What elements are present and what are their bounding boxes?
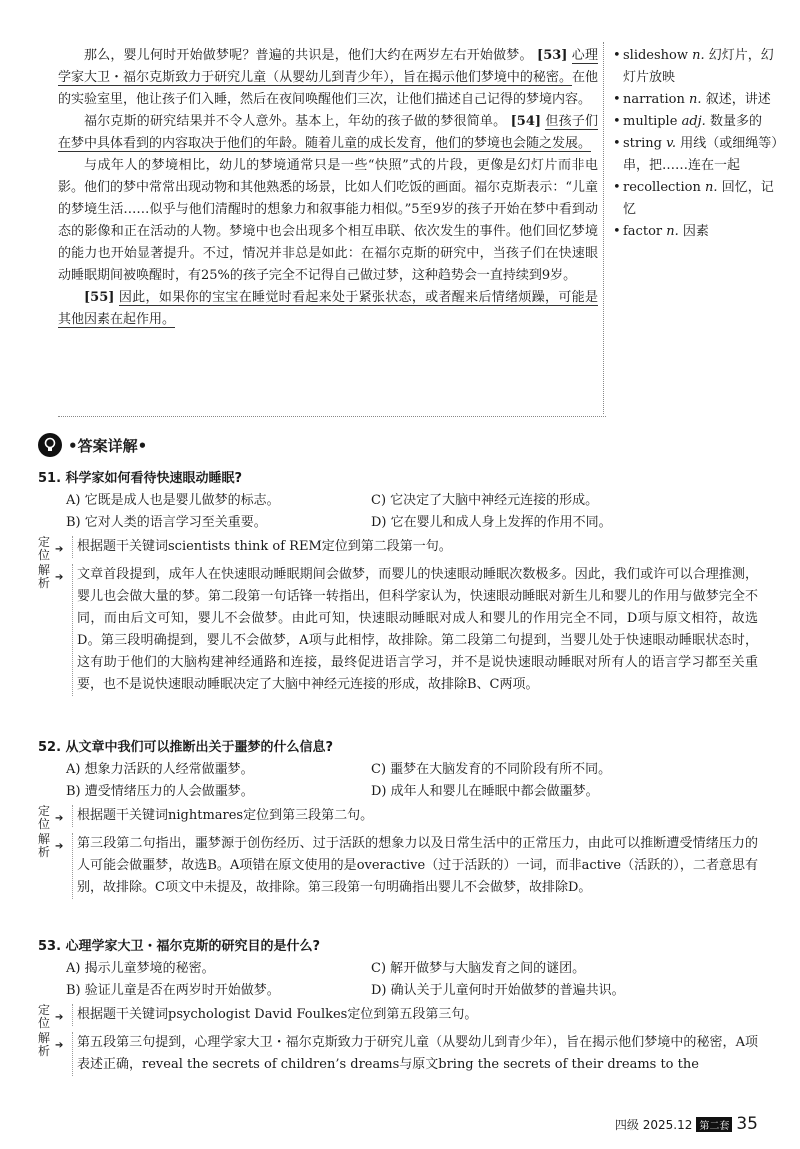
option-b: B) 验证儿童是否在两岁时开始做梦。 [66,983,280,998]
question-51 [38,468,758,696]
option-d: D) 它在婴儿和成人身上发挥的作用不同。 [371,515,612,530]
question-53 [38,936,758,1076]
vocab-word: string [623,136,662,151]
page-number: 35 [736,1114,758,1134]
vocab-item [613,177,785,221]
arrow-icon: ➔ [55,1012,64,1023]
vocab-word: recollection [623,180,701,195]
vocab-pos: adj. [681,114,706,129]
q55-marker: [55] [84,290,115,305]
vocab-meaning: 回忆，记忆 [623,180,774,217]
options [38,490,758,534]
q54-marker: [54] [510,114,542,129]
arrow-icon: ➔ [55,544,64,555]
vocab-meaning: 叙述，讲述 [705,92,771,107]
edition-badge: 第二套 [696,1117,732,1132]
reading-passage [58,45,598,331]
vocab-item [613,45,785,89]
option-b: B) 它对人类的语言学习至关重要。 [66,515,267,530]
explain-row [38,833,758,899]
vocab-pos: v. [666,136,677,151]
answers-header [38,432,147,458]
page-footer [615,1114,758,1134]
lightbulb-icon [38,433,62,457]
vocab-word: multiple [623,114,678,129]
q53-marker: [53] [537,48,568,63]
explain-text: 文章首段提到，成年人在快速眼动睡眠期间会做梦，而婴儿的快速眼动睡眠次数极多。因此，我们或许可以合理推测，婴儿也会做大量的梦。第二段第一句话锋一转指出，但科学家认为，快速眼动睡眠对新生儿和婴儿的作用与做梦完全不同，而由后文可知，婴儿不会做梦。由此可知，快速眼动睡眠对成人和婴儿的作用完全不同，D项与原文相符，故选D。第三段明确提到，婴儿不会做梦，A项与此相悖，故排除。第二段第二句提到，当婴儿处于快速眼动睡眠状态时，这有助于他们的大脑构建神经通路和连接，最终促进语言学习，并不是说快速眼动睡眠对所有人的语言学习都至关重要，也不是说快速眼动睡眠决定了大脑中神经元连接的形成，故排除B、C两项。 [72,564,758,696]
vocab-word: narration [623,92,685,107]
p4-underlined: 因此，如果你的宝宝在睡觉时看起来处于紧张状态，或者醒来后情绪烦躁，可能是其他因素在起作用。 [58,290,598,327]
option-d: D) 确认关于儿童何时开始做梦的普遍共识。 [371,983,625,998]
question-title: 52. 从文章中我们可以推断出关于噩梦的什么信息? [38,740,334,755]
divider-vertical [603,42,604,414]
option-c: C) 解开做梦与大脑发育之间的谜团。 [371,961,586,976]
vocab-meaning: 数量多的 [709,114,762,129]
vocab-item [613,133,785,177]
vocab-meaning: 幻灯片，幻灯片放映 [623,48,774,85]
explain-row [38,564,758,696]
p1-text-c: 在他的实验室里，他让孩子们入睡，然后在夜间唤醒他们三次，让他们描述自己记得的梦境内容。 [58,70,598,107]
option-d: D) 成年人和婴儿在睡眠中都会做噩梦。 [371,784,599,799]
paragraph-3: 与成年人的梦境相比，幼儿的梦境通常只是一些“快照”式的片段，更像是幻灯片而非电影。他们的梦中常常出现动物和其他熟悉的场景，比如人们吃饭的画面。福尔克斯表示：“儿童的梦境生活……似乎与他们清醒时的想象力和叙事能力相似。”5至9岁的孩子开始在梦中看到动态的影像和正在活动的人物。梦境中也会出现多个相互串联、依次发生的事件。他们回忆梦境的能力也开始显著提升。不过，情况并非总是如此：在福尔克斯的研究中，当孩子们在快速眼动睡眠期间被唤醒时，有25%的孩子完全不记得自己做过梦，这种趋势会一直持续到9岁。 [58,158,598,283]
option-a: A) 它既是成人也是婴儿做梦的标志。 [66,493,280,508]
p2-text-a: 福尔克斯的研究结果并不令人意外。基本上，年幼的孩子做的梦很简单。 [84,114,507,129]
vocab-word: factor [623,224,663,239]
locate-row [38,1003,758,1030]
p1-text-a: 那么，婴儿何时开始做梦呢？普遍的共识是，他们大约在两岁左右开始做梦。 [84,48,533,63]
locate-row [38,535,758,562]
option-c: C) 它决定了大脑中神经元连接的形成。 [371,493,599,508]
vocab-meaning: 因素 [682,224,709,239]
locate-text: 根据题干关键词scientists think of REM定位到第二段第一句。 [72,536,758,558]
vocab-sidebar [613,45,785,243]
option-a: A) 想象力活跃的人经常做噩梦。 [66,762,254,777]
locate-label: 定位 [38,804,51,831]
options [38,759,758,803]
arrow-icon: ➔ [55,1040,64,1051]
option-b: B) 遭受情绪压力的人会做噩梦。 [66,784,254,799]
explain-label: 解析 [38,832,51,859]
options [38,958,758,1002]
option-a: A) 揭示儿童梦境的秘密。 [66,961,215,976]
issue-label: 四级 2025.12 [614,1117,693,1132]
vocab-item [613,221,785,243]
locate-row [38,804,758,831]
locate-text: 根据题干关键词nightmares定位到第三段第二句。 [72,805,758,827]
p2-underlined: 但孩子们在梦中具体看到的内容取决于他们的年龄。随着儿童的成长发育，他们的梦境也会随之发展。 [58,114,598,151]
explain-label: 解析 [38,563,51,590]
question-52 [38,737,758,899]
explain-label: 解析 [38,1031,51,1058]
paragraph-2 [58,111,598,155]
explain-text: 第五段第三句提到，心理学家大卫・福尔克斯致力于研究儿童（从婴幼儿到青少年），旨在揭示他们梦境中的秘密，A项表述正确，reveal the secrets of children’s dreams与原文bring the secrets of their dreams to the [72,1032,758,1076]
divider-horizontal [58,416,606,417]
arrow-icon: ➔ [55,813,64,824]
vocab-pos: n. [689,92,702,107]
vocab-item [613,111,785,133]
option-c: C) 噩梦在大脑发育的不同阶段有所不同。 [371,762,612,777]
locate-label: 定位 [38,535,51,562]
answers-title: •答案详解• [68,436,148,455]
vocab-pos: n. [666,224,679,239]
paragraph-4 [58,287,598,331]
arrow-icon: ➔ [55,841,64,852]
vocab-word: slideshow [623,48,688,63]
question-title: 51. 科学家如何看待快速眼动睡眠? [38,471,243,486]
vocab-pos: n. [705,180,718,195]
locate-text: 根据题干关键词psychologist David Foulkes定位到第五段第三句。 [72,1004,758,1026]
locate-label: 定位 [38,1003,51,1030]
question-title: 53. 心理学家大卫・福尔克斯的研究目的是什么? [38,939,321,954]
p1-underlined: 心理学家大卫・福尔克斯致力于研究儿童（从婴幼儿到青少年），旨在揭示他们梦境中的秘密。 [58,48,598,85]
explain-row [38,1032,758,1076]
explain-text: 第三段第二句指出，噩梦源于创伤经历、过于活跃的想象力以及日常生活中的正常压力，由此可以推断遭受情绪压力的人可能会做噩梦，故选B。A项错在原文使用的是overactive（过于活跃的）一词，而非active（活跃的），二者意思有别，故排除。C项文中未提及，故排除。第三段第一句明确指出婴儿不会做梦，故排除D。 [72,833,758,899]
vocab-pos: n. [692,48,705,63]
paragraph-1 [58,45,598,111]
vocab-meaning: 用线（或细绳等）串，把……连在一起 [623,136,785,173]
arrow-icon: ➔ [55,572,64,583]
vocab-item [613,89,785,111]
